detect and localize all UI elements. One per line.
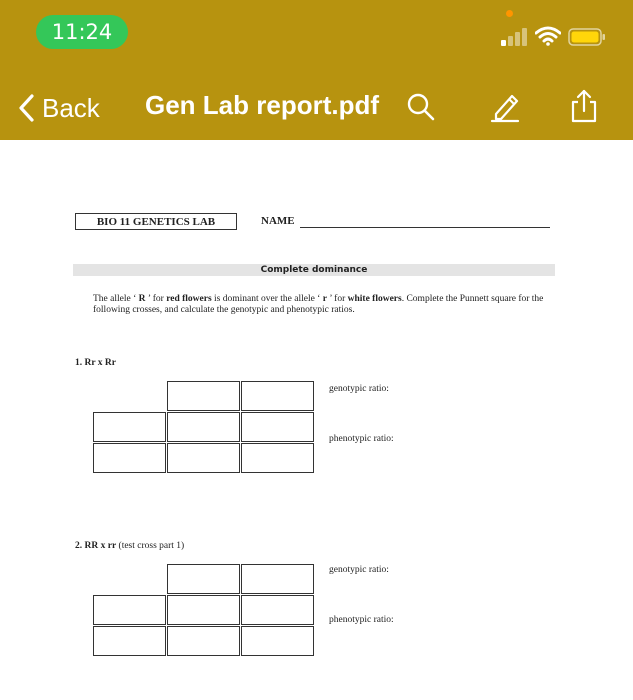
punnett-cell[interactable]	[241, 443, 314, 473]
section-title: Complete dominance	[73, 264, 555, 276]
punnett-cell[interactable]	[167, 626, 240, 656]
name-label: NAME	[261, 215, 295, 227]
phenotypic-ratio-label-1: phenotypic ratio:	[329, 434, 394, 444]
markup-button[interactable]	[488, 88, 524, 124]
phenotypic-ratio-label-2: phenotypic ratio:	[329, 615, 394, 625]
punnett-cell[interactable]	[241, 564, 314, 594]
punnett-cell[interactable]	[241, 626, 314, 656]
search-icon	[403, 88, 439, 124]
search-button[interactable]	[403, 88, 439, 124]
name-blank-line	[300, 227, 550, 228]
wifi-icon	[535, 26, 561, 46]
question-2-label: 2. RR x rr (test cross part 1)	[75, 541, 185, 551]
markup-pen-icon	[488, 88, 524, 124]
signal-icon	[500, 28, 530, 46]
privacy-indicator-dot	[506, 10, 513, 17]
top-toolbar	[0, 0, 633, 140]
share-button[interactable]	[566, 88, 602, 124]
punnett-cell[interactable]	[93, 412, 166, 442]
punnett-cell[interactable]	[241, 381, 314, 411]
punnett-cell[interactable]	[167, 595, 240, 625]
status-time: 11:24	[36, 15, 128, 49]
intro-paragraph: The allele ‘ R ’ for red flowers is dominant over the allele ‘ r ’ for white flowers. Complete the Punnett square for the following crosses, and calculate the genotypic and phenotypic ratios.	[93, 294, 544, 315]
punnett-cell[interactable]	[93, 443, 166, 473]
punnett-cell[interactable]	[167, 443, 240, 473]
punnett-cell[interactable]	[167, 381, 240, 411]
genotypic-ratio-label-2: genotypic ratio:	[329, 565, 389, 575]
share-icon	[566, 88, 602, 124]
question-1-label: 1. Rr x Rr	[75, 358, 116, 368]
punnett-cell[interactable]	[167, 412, 240, 442]
battery-icon	[568, 28, 606, 46]
punnett-cell[interactable]	[167, 564, 240, 594]
lab-title-box: BIO 11 GENETICS LAB	[75, 213, 237, 230]
document-title: Gen Lab report.pdf	[145, 90, 379, 120]
punnett-cell[interactable]	[93, 595, 166, 625]
back-label: Back	[42, 92, 100, 123]
back-button[interactable]	[18, 88, 100, 128]
chevron-left-icon	[18, 94, 34, 122]
punnett-cell[interactable]	[93, 626, 166, 656]
pdf-page[interactable]	[0, 140, 633, 700]
genotypic-ratio-label-1: genotypic ratio:	[329, 384, 389, 394]
punnett-cell[interactable]	[241, 595, 314, 625]
punnett-cell[interactable]	[241, 412, 314, 442]
